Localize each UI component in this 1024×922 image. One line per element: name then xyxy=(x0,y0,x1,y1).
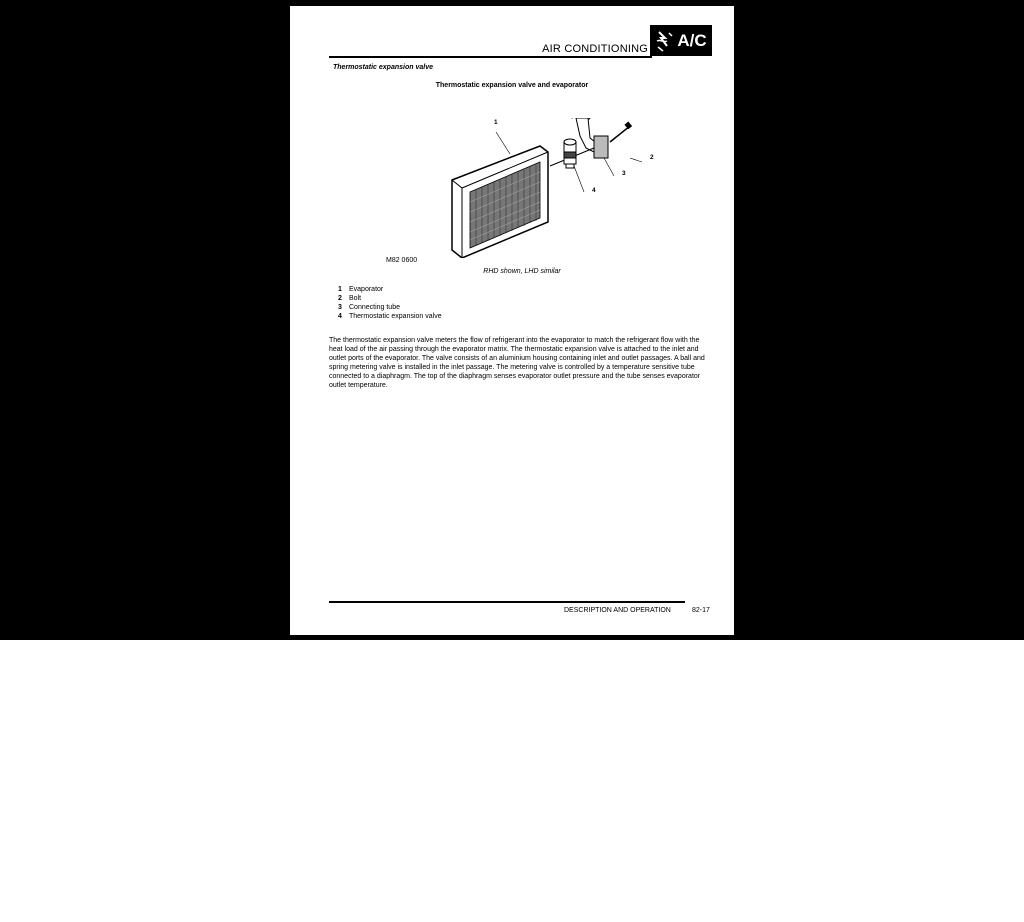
legend-label: Connecting tube xyxy=(349,304,400,311)
connecting-tube-drawing xyxy=(550,118,608,166)
callout-1: 1 xyxy=(494,119,498,126)
footer-section-title: DESCRIPTION AND OPERATION xyxy=(564,607,671,614)
callout-4: 4 xyxy=(592,187,596,194)
ac-logo xyxy=(650,25,712,56)
page-number: 82-17 xyxy=(692,607,710,614)
figure-caption: RHD shown, LHD similar xyxy=(483,268,561,275)
legend-number: 3 xyxy=(338,304,342,311)
figure-code: M82 0600 xyxy=(386,257,418,264)
legend-item xyxy=(338,294,442,303)
bolt-drawing xyxy=(610,122,631,142)
expansion-valve-drawing xyxy=(564,139,576,168)
body-paragraph: The thermostatic expansion valve meters the flow of refrigerant into the evaporator to match the refrigerant flow with the heat load of the air passing through the evaporator matrix. The thermostatic expansion valve is attached to the inlet and outlet ports of the evaporator. The valve consists of an aluminium housing containing inlet and outlet passages. A ball and spring metering valve is installed in the inlet passage. The metering valve is controlled by a temperature sensitive tube connected to a diaphragm. The top of the diaphragm senses evaporator outlet pressure and the tube senses evaporator outlet temperature. xyxy=(329,337,705,389)
legend-item xyxy=(338,285,442,294)
legend-number: 4 xyxy=(338,313,342,320)
header-section-title: AIR CONDITIONING xyxy=(542,43,648,55)
document-page xyxy=(290,6,734,635)
legend-number: 1 xyxy=(338,286,342,293)
header-rule xyxy=(329,56,652,58)
evaporator-drawing xyxy=(452,146,548,258)
parts-legend xyxy=(338,285,442,321)
evaporator-illustration xyxy=(440,118,680,258)
callout-2: 2 xyxy=(650,154,654,161)
air-flow-icon xyxy=(655,29,675,53)
legend-number: 2 xyxy=(338,295,342,302)
legend-item xyxy=(338,312,442,321)
legend-label: Evaporator xyxy=(349,286,384,293)
legend-label: Bolt xyxy=(349,295,362,302)
legend-label: Thermostatic expansion valve xyxy=(349,313,442,320)
logo-text: A/C xyxy=(677,30,707,50)
section-title: Thermostatic expansion valve xyxy=(333,64,433,71)
figure-title: Thermostatic expansion valve and evaporator xyxy=(435,82,589,89)
legend-item xyxy=(338,303,442,312)
callout-3: 3 xyxy=(622,170,626,177)
footer-rule xyxy=(329,601,685,603)
